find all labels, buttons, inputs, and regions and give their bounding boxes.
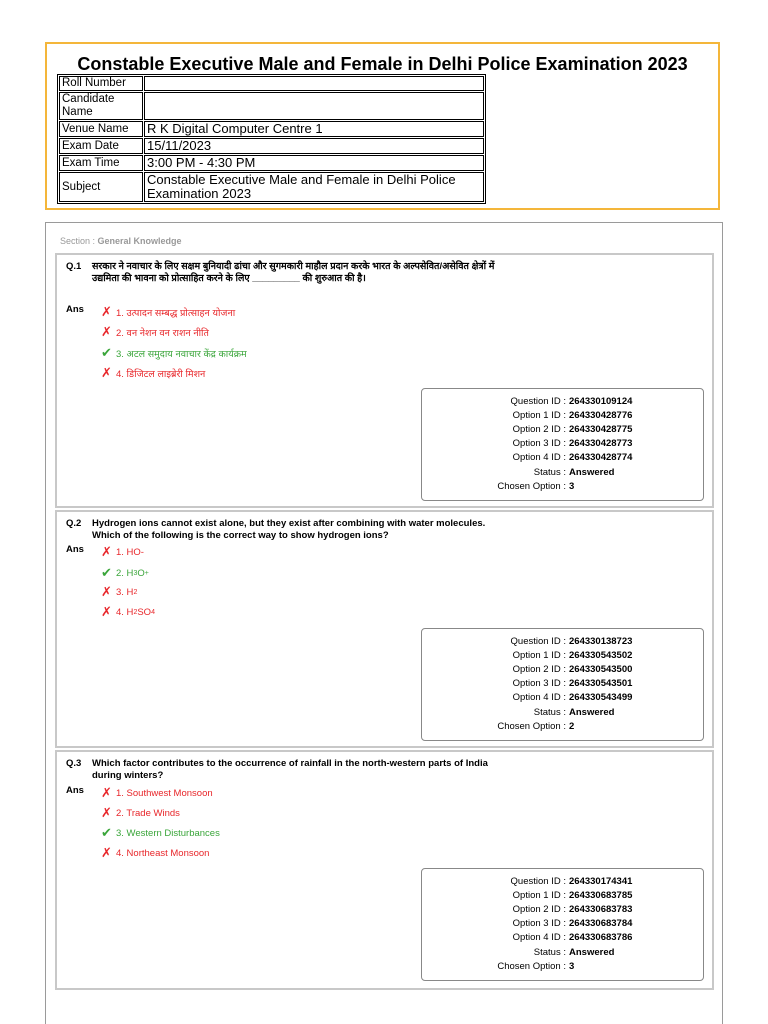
info-row-exam-time	[59, 155, 484, 171]
meta-key: Option 3 ID :	[512, 678, 566, 689]
meta-chosen-option: 2	[569, 721, 575, 732]
option-subscript: 2	[133, 588, 138, 596]
meta-key: Status :	[533, 947, 566, 958]
question-meta-box	[421, 628, 704, 741]
option-1	[99, 785, 213, 801]
info-label: Venue Name	[59, 121, 143, 137]
option-text-mid: SO	[137, 606, 152, 618]
ans-label: Ans	[66, 544, 84, 555]
meta-key: Question ID :	[510, 876, 566, 887]
option-superscript: +	[144, 569, 149, 577]
option-text: 3. H	[116, 586, 134, 598]
meta-key: Option 3 ID :	[512, 918, 566, 929]
question-text: Which factor contributes to the occurrence of rainfall in the north-western parts of India during winters?	[92, 758, 488, 781]
question-text: सरकार ने नवाचार के लिए सक्षम बुनियादी ढांचा और सुगमकारी माहौल प्रदान करके भारत के अल्पसेवित/असेवित क्षेत्रों में उद्यमिता की भावना को प्रोत्साहित करने के लिए _________ की शुरुआत की है।	[92, 261, 495, 284]
info-row-roll-number	[59, 76, 484, 91]
info-label: Subject	[59, 172, 143, 202]
meta-key: Chosen Option :	[497, 721, 566, 732]
meta-key: Option 1 ID :	[512, 650, 566, 661]
meta-option2-id: 264330683783	[569, 904, 633, 915]
meta-key: Option 2 ID :	[512, 424, 566, 435]
question-block-1	[55, 253, 714, 508]
question-block-2	[55, 510, 714, 748]
meta-option4-id: 264330428774	[569, 452, 633, 463]
check-icon: ✔	[101, 565, 112, 580]
question-meta-box	[421, 868, 704, 981]
option-subscript: 3	[133, 569, 138, 577]
candidate-info-table	[57, 74, 486, 204]
option-text: 1. Southwest Monsoon	[116, 787, 213, 799]
meta-key: Option 4 ID :	[512, 932, 566, 943]
info-value: 3:00 PM - 4:30 PM	[144, 155, 484, 171]
cross-icon: ✗	[101, 324, 112, 339]
info-value: Constable Executive Male and Female in Delhi Police Examination 2023	[144, 172, 484, 202]
meta-key: Question ID :	[510, 396, 566, 407]
meta-option1-id: 264330543502	[569, 650, 633, 661]
option-3	[99, 584, 137, 600]
meta-status: Answered	[569, 707, 615, 718]
meta-option4-id: 264330683786	[569, 932, 633, 943]
option-text: 4. Northeast Monsoon	[116, 847, 210, 859]
meta-key: Option 2 ID :	[512, 664, 566, 675]
cross-icon: ✗	[101, 584, 112, 599]
option-text: 3. Western Disturbances	[116, 827, 220, 839]
meta-key: Option 4 ID :	[512, 452, 566, 463]
meta-option3-id: 264330683784	[569, 918, 633, 929]
option-1	[99, 304, 235, 320]
meta-chosen-option: 3	[569, 481, 575, 492]
exam-title: Constable Executive Male and Female in Delhi Police Examination 2023	[77, 54, 688, 74]
meta-key: Option 1 ID :	[512, 410, 566, 421]
check-icon: ✔	[101, 345, 112, 360]
option-4	[99, 365, 205, 381]
info-value	[144, 76, 484, 91]
info-value	[144, 92, 484, 120]
meta-key: Option 2 ID :	[512, 904, 566, 915]
info-value: R K Digital Computer Centre 1	[144, 121, 484, 137]
option-2	[99, 324, 209, 340]
info-row-exam-date	[59, 138, 484, 154]
cross-icon: ✗	[101, 544, 112, 559]
meta-status: Answered	[569, 947, 615, 958]
info-label: Candidate Name	[59, 92, 143, 120]
meta-option2-id: 264330428775	[569, 424, 633, 435]
cross-icon: ✗	[101, 785, 112, 800]
meta-key: Option 1 ID :	[512, 890, 566, 901]
option-text: 1. उत्पादन सम्बद्ध प्रोत्साहन योजना	[116, 307, 236, 319]
meta-option3-id: 264330428773	[569, 438, 633, 449]
option-text: 3. अटल समुदाय नवाचार केंद्र कार्यक्रम	[116, 348, 247, 360]
meta-option3-id: 264330543501	[569, 678, 633, 689]
section-prefix: Section :	[60, 236, 98, 246]
ans-label: Ans	[66, 785, 84, 796]
option-4	[99, 845, 209, 861]
ans-label: Ans	[66, 304, 84, 315]
meta-key: Question ID :	[510, 636, 566, 647]
question-meta-box	[421, 388, 704, 501]
option-3	[99, 825, 220, 841]
meta-question-id: 264330109124	[569, 396, 633, 407]
meta-question-id: 264330138723	[569, 636, 633, 647]
section-label	[60, 236, 182, 246]
meta-chosen-option: 3	[569, 961, 575, 972]
exam-header	[45, 42, 720, 210]
cross-icon: ✗	[101, 845, 112, 860]
option-text: 4. H	[116, 606, 134, 618]
cross-icon: ✗	[101, 805, 112, 820]
cross-icon: ✗	[101, 304, 112, 319]
meta-option1-id: 264330428776	[569, 410, 633, 421]
info-row-subject	[59, 172, 484, 202]
meta-key: Option 3 ID :	[512, 438, 566, 449]
question-number: Q.2	[66, 518, 82, 529]
option-text: 2. H	[116, 567, 134, 579]
meta-key: Status :	[533, 467, 566, 478]
option-text-mid: O	[137, 567, 145, 579]
info-label: Exam Time	[59, 155, 143, 171]
question-block-3	[55, 750, 714, 990]
meta-option1-id: 264330683785	[569, 890, 633, 901]
meta-option4-id: 264330543499	[569, 692, 633, 703]
option-subscript-2: 4	[151, 608, 155, 616]
question-text: Hydrogen ions cannot exist alone, but they exist after combining with water molecules. Which of the following is the correct way to show hydrogen ions?	[92, 518, 486, 541]
info-row-venue-name	[59, 121, 484, 137]
meta-key: Option 4 ID :	[512, 692, 566, 703]
option-1	[99, 544, 144, 560]
info-label: Roll Number	[59, 76, 143, 91]
meta-key: Chosen Option :	[497, 961, 566, 972]
check-icon: ✔	[101, 825, 112, 840]
section-panel	[45, 222, 723, 1024]
meta-key: Status :	[533, 707, 566, 718]
option-4	[99, 604, 155, 620]
option-2	[99, 805, 180, 821]
meta-key: Chosen Option :	[497, 481, 566, 492]
option-text: 4. डिजिटल लाइब्रेरी मिशन	[116, 368, 206, 380]
option-text: 2. वन नेशन वन राशन नीति	[116, 327, 209, 339]
section-name: General Knowledge	[97, 236, 182, 246]
option-2	[99, 565, 149, 581]
cross-icon: ✗	[101, 365, 112, 380]
option-subscript: 2	[133, 608, 138, 616]
info-value: 15/11/2023	[144, 138, 484, 154]
info-label: Exam Date	[59, 138, 143, 154]
meta-option2-id: 264330543500	[569, 664, 633, 675]
info-row-candidate-name	[59, 92, 484, 120]
cross-icon: ✗	[101, 604, 112, 619]
question-number: Q.1	[66, 261, 82, 272]
option-text: 1. HO-	[116, 546, 144, 558]
meta-status: Answered	[569, 467, 615, 478]
meta-question-id: 264330174341	[569, 876, 633, 887]
option-3	[99, 345, 247, 361]
option-text: 2. Trade Winds	[116, 807, 180, 819]
question-number: Q.3	[66, 758, 82, 769]
